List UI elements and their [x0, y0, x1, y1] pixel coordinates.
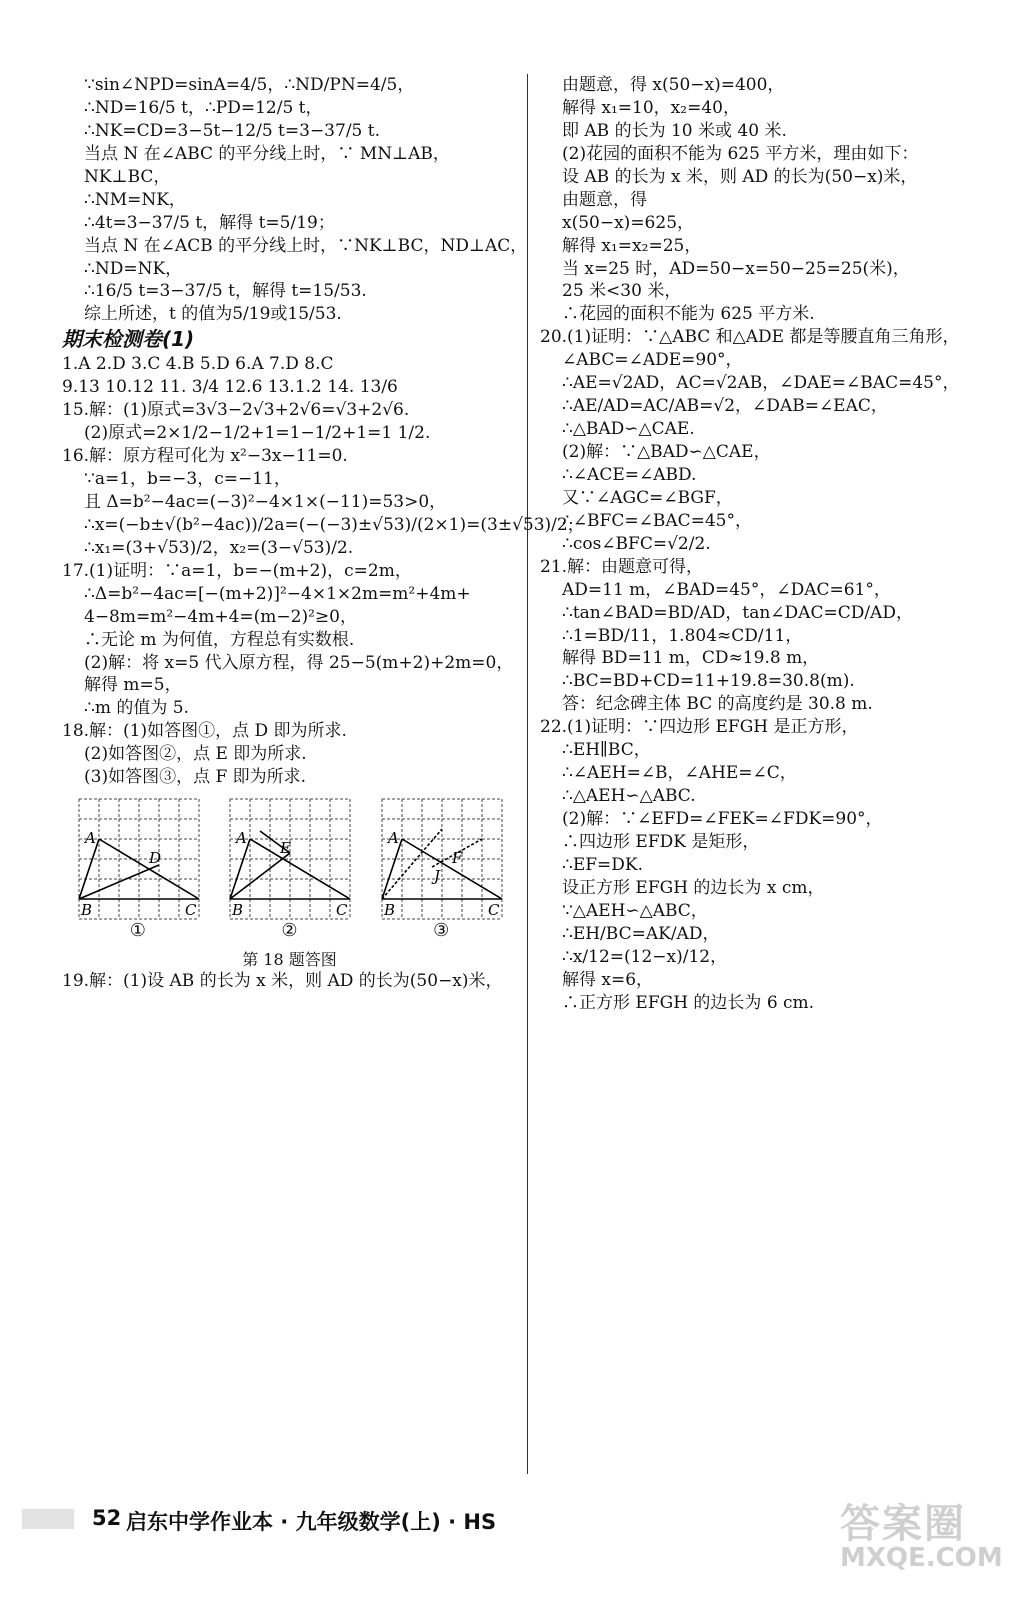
- right-line: 25 米<30 米，: [562, 281, 682, 302]
- left-line: 解得 m=5，: [84, 675, 182, 696]
- right-line: ∴BC=BD+CD=11+19.8=30.8(m).: [562, 671, 855, 692]
- right-line: 解得 x₁=10，x₂=40，: [562, 97, 740, 118]
- vertex-label: A: [236, 829, 248, 848]
- right-line: ∴1=BD/11，1.804≈CD/11，: [562, 625, 803, 646]
- right-line: (2)解：∵∠EFD=∠FEK=∠FDK=90°，: [562, 809, 883, 829]
- right-line: ∠ABC=∠ADE=90°，: [562, 350, 743, 371]
- side-ac: [402, 839, 502, 899]
- left-line: ∴x=(−b±√(b²−4ac))/2a=(−(−3)±√53)/(2×1)=(3±√53)/2，: [84, 514, 585, 535]
- watermark-logo: [840, 1492, 1020, 1592]
- side-ab: [382, 839, 402, 899]
- left-line: (3)如答图③，点 F 即为所求.: [84, 767, 307, 788]
- left-line: 16.解：原方程可化为 x²−3x−11=0.: [62, 446, 348, 467]
- left-line: (2)如答图②，点 E 即为所求.: [84, 744, 307, 765]
- right-line: ∴AE=√2AD，AC=√2AB，∠DAE=∠BAC=45°，: [562, 373, 960, 394]
- right-line: ∴四边形 EFDK 是矩形，: [562, 831, 760, 852]
- left-line: 综上所述，t 的值为5/19或15/53.: [84, 304, 342, 325]
- vertex-label: J: [434, 867, 441, 886]
- left-column: [62, 74, 585, 993]
- right-line: 设 AB 的长为 x 米，则 AD 的长为(50−x)米，: [562, 166, 918, 187]
- right-line: ∴cos∠BFC=√2/2.: [562, 533, 711, 554]
- right-line: 当 x=25 时，AD=50−x=50−25=25(米)，: [562, 258, 910, 279]
- left-line: 当点 N 在∠ACB 的平分线上时，∵NK⊥BC，ND⊥AC，: [84, 235, 528, 256]
- vertex-label: E: [280, 839, 292, 858]
- right-line: 20.(1)证明：∵△ABC 和△ADE 都是等腰直角三角形，: [540, 327, 960, 348]
- side-ab: [230, 839, 250, 899]
- vertex-label: B: [384, 901, 396, 920]
- right-line: ∴正方形 EFGH 的边长为 6 cm.: [562, 992, 815, 1013]
- right-line: ∵△AEH∽△ABC，: [562, 900, 708, 921]
- right-line: 设正方形 EFGH 的边长为 x cm，: [562, 877, 825, 898]
- right-line: 又∵∠AGC=∠BGF，: [562, 487, 733, 508]
- left-line: (2)原式=2×1/2−1/2+1=1−1/2+1=1 1/2.: [84, 423, 431, 444]
- left-line: (2)解：将 x=5 代入原方程，得 25−5(m+2)+2m=0，: [84, 652, 514, 673]
- right-line: ∴△BAD∽△CAE.: [562, 419, 695, 440]
- right-line: ∴EF=DK.: [562, 854, 643, 875]
- side-ac: [250, 839, 350, 899]
- right-line: 由题意，得: [562, 189, 647, 210]
- left-line: ∴16/5 t=3−37/5 t，解得 t=15/53.: [84, 281, 367, 302]
- left-line: ∴m 的值为 5.: [84, 698, 189, 719]
- right-line: ∴∠BFC=∠BAC=45°，: [562, 510, 752, 531]
- left-line: ∴x₁=(3+√53)/2，x₂=(3−√53)/2.: [84, 537, 354, 558]
- left-line: 期末检测卷(1): [62, 327, 195, 352]
- right-line: 21.解：由题意可得，: [540, 556, 704, 577]
- right-line: (2)解：∵△BAD∽△CAE，: [562, 442, 771, 462]
- left-line: 当点 N 在∠ABC 的平分线上时，∵ MN⊥AB，: [84, 143, 450, 164]
- book-title: 启东中学作业本 · 九年级数学(上) · HS: [126, 1510, 497, 1534]
- page-number: 52: [92, 1506, 122, 1530]
- right-text-block: [540, 74, 1010, 1014]
- right-line: 22.(1)证明：∵四边形 EFGH 是正方形，: [540, 717, 859, 738]
- left-line: 18.解：(1)如答图①，点 D 即为所求.: [62, 721, 347, 742]
- grid-figure-svg: [73, 795, 203, 920]
- segment-be: [230, 853, 290, 899]
- watermark-line2: MXQE.COM: [840, 1543, 1003, 1573]
- figure-number: ①: [129, 920, 146, 942]
- left-text-block: [62, 74, 585, 789]
- left-line: NK⊥BC，: [84, 166, 171, 187]
- right-line: (2)花园的面积不能为 625 平方米，理由如下：: [562, 143, 919, 164]
- left-line: ∴NK=CD=3−5t−12/5 t=3−37/5 t.: [84, 120, 380, 141]
- vertex-label: B: [80, 901, 92, 920]
- right-line: ∴△AEH∽△ABC.: [562, 786, 696, 807]
- left-line: ∴NM=NK，: [84, 189, 186, 210]
- vertex-label: D: [148, 849, 161, 868]
- left-line: ∴ND=NK，: [84, 258, 183, 279]
- left-line: ∵sin∠NPD=sinA=4/5，∴ND/PN=4/5，: [84, 75, 415, 95]
- left-line: 1.A 2.D 3.C 4.B 5.D 6.A 7.D 8.C: [62, 354, 334, 375]
- vertex-label: C: [184, 901, 197, 920]
- vertex-label: A: [388, 829, 399, 848]
- grid-figure-svg: [224, 795, 354, 920]
- right-line: ∴tan∠BAD=BD/AD，tan∠DAC=CD/AD，: [562, 602, 913, 623]
- right-line: ∴AE/AD=AC/AB=√2，∠DAB=∠EAC，: [562, 396, 888, 417]
- left-line: 15.解：(1)原式=3√3−2√3+2√6=√3+2√6.: [62, 400, 410, 421]
- figure-number: ②: [281, 920, 298, 942]
- left-line: ∴Δ=b²−4ac=[−(m+2)]²−4×1×2m=m²+4m+: [84, 583, 471, 604]
- right-line: ∴∠AEH=∠B，∠AHE=∠C，: [562, 763, 797, 784]
- left_tail-line: 19.解：(1)设 AB 的长为 x 米，则 AD 的长为(50−x)米，: [62, 971, 503, 992]
- left-line: ∵a=1，b=−3，c=−11，: [84, 469, 291, 489]
- figure-caption: 第 18 题答图: [242, 950, 337, 970]
- vertex-label: B: [232, 901, 244, 920]
- right-line: 即 AB 的长为 10 米或 40 米.: [562, 120, 787, 141]
- figure-row: [62, 795, 517, 941]
- vertex-label: C: [336, 901, 348, 920]
- vertex-label: F: [452, 849, 463, 868]
- grid-figure-svg: [376, 795, 506, 920]
- left-line: ∴ND=16/5 t，∴PD=12/5 t，: [84, 97, 323, 118]
- right-line: 解得 x=6，: [562, 969, 654, 990]
- left-line: 4−8m=m²−4m+4=(m−2)²≥0，: [84, 606, 357, 627]
- vertex-label: A: [84, 829, 96, 848]
- left-line: 且 Δ=b²−4ac=(−3)²−4×1×(−11)=53>0，: [84, 491, 447, 512]
- right-line: AD=11 m，∠BAD=45°，∠DAC=61°，: [562, 579, 891, 600]
- watermark-line1: 答案圈: [840, 1501, 966, 1547]
- left-line: ∴4t=3−37/5 t，解得 t=5/19；: [84, 212, 335, 233]
- right-line: ∴∠ACE=∠ABD.: [562, 464, 697, 485]
- vertex-label: C: [488, 901, 500, 920]
- figure-1: [73, 795, 203, 941]
- right-line: ∴EH∥BC，: [562, 740, 651, 761]
- footer-bar: [22, 1509, 74, 1529]
- right-line: ∴花园的面积不能为 625 平方米.: [562, 304, 815, 325]
- right-line: 答：纪念碑主体 BC 的高度约是 30.8 m.: [562, 694, 873, 715]
- left-line: 17.(1)证明：∵a=1，b=−(m+2)，c=2m，: [62, 560, 412, 581]
- left-line: ∴无论 m 为何值，方程总有实数根.: [84, 629, 355, 650]
- right-line: 解得 x₁=x₂=25，: [562, 235, 702, 256]
- right-line: 由题意，得 x(50−x)=400，: [562, 75, 785, 95]
- left-tail-block: [62, 970, 517, 993]
- right-line: ∴x/12=(12−x)/12，: [562, 946, 728, 967]
- figure-3: [376, 795, 506, 941]
- right-line: 解得 BD=11 m，CD≈19.8 m，: [562, 648, 820, 669]
- left-line: 9.13 10.12 11. 3/4 12.6 13.1.2 14. 13/6: [62, 377, 398, 398]
- figure-number: ③: [433, 920, 450, 942]
- figure-2: [224, 795, 354, 941]
- right-column: [540, 74, 1010, 1014]
- right-line: ∴EH/BC=AK/AD，: [562, 923, 720, 944]
- side-ab: [79, 839, 99, 899]
- column-divider: [527, 74, 528, 1474]
- right-line: x(50−x)=625，: [562, 212, 695, 233]
